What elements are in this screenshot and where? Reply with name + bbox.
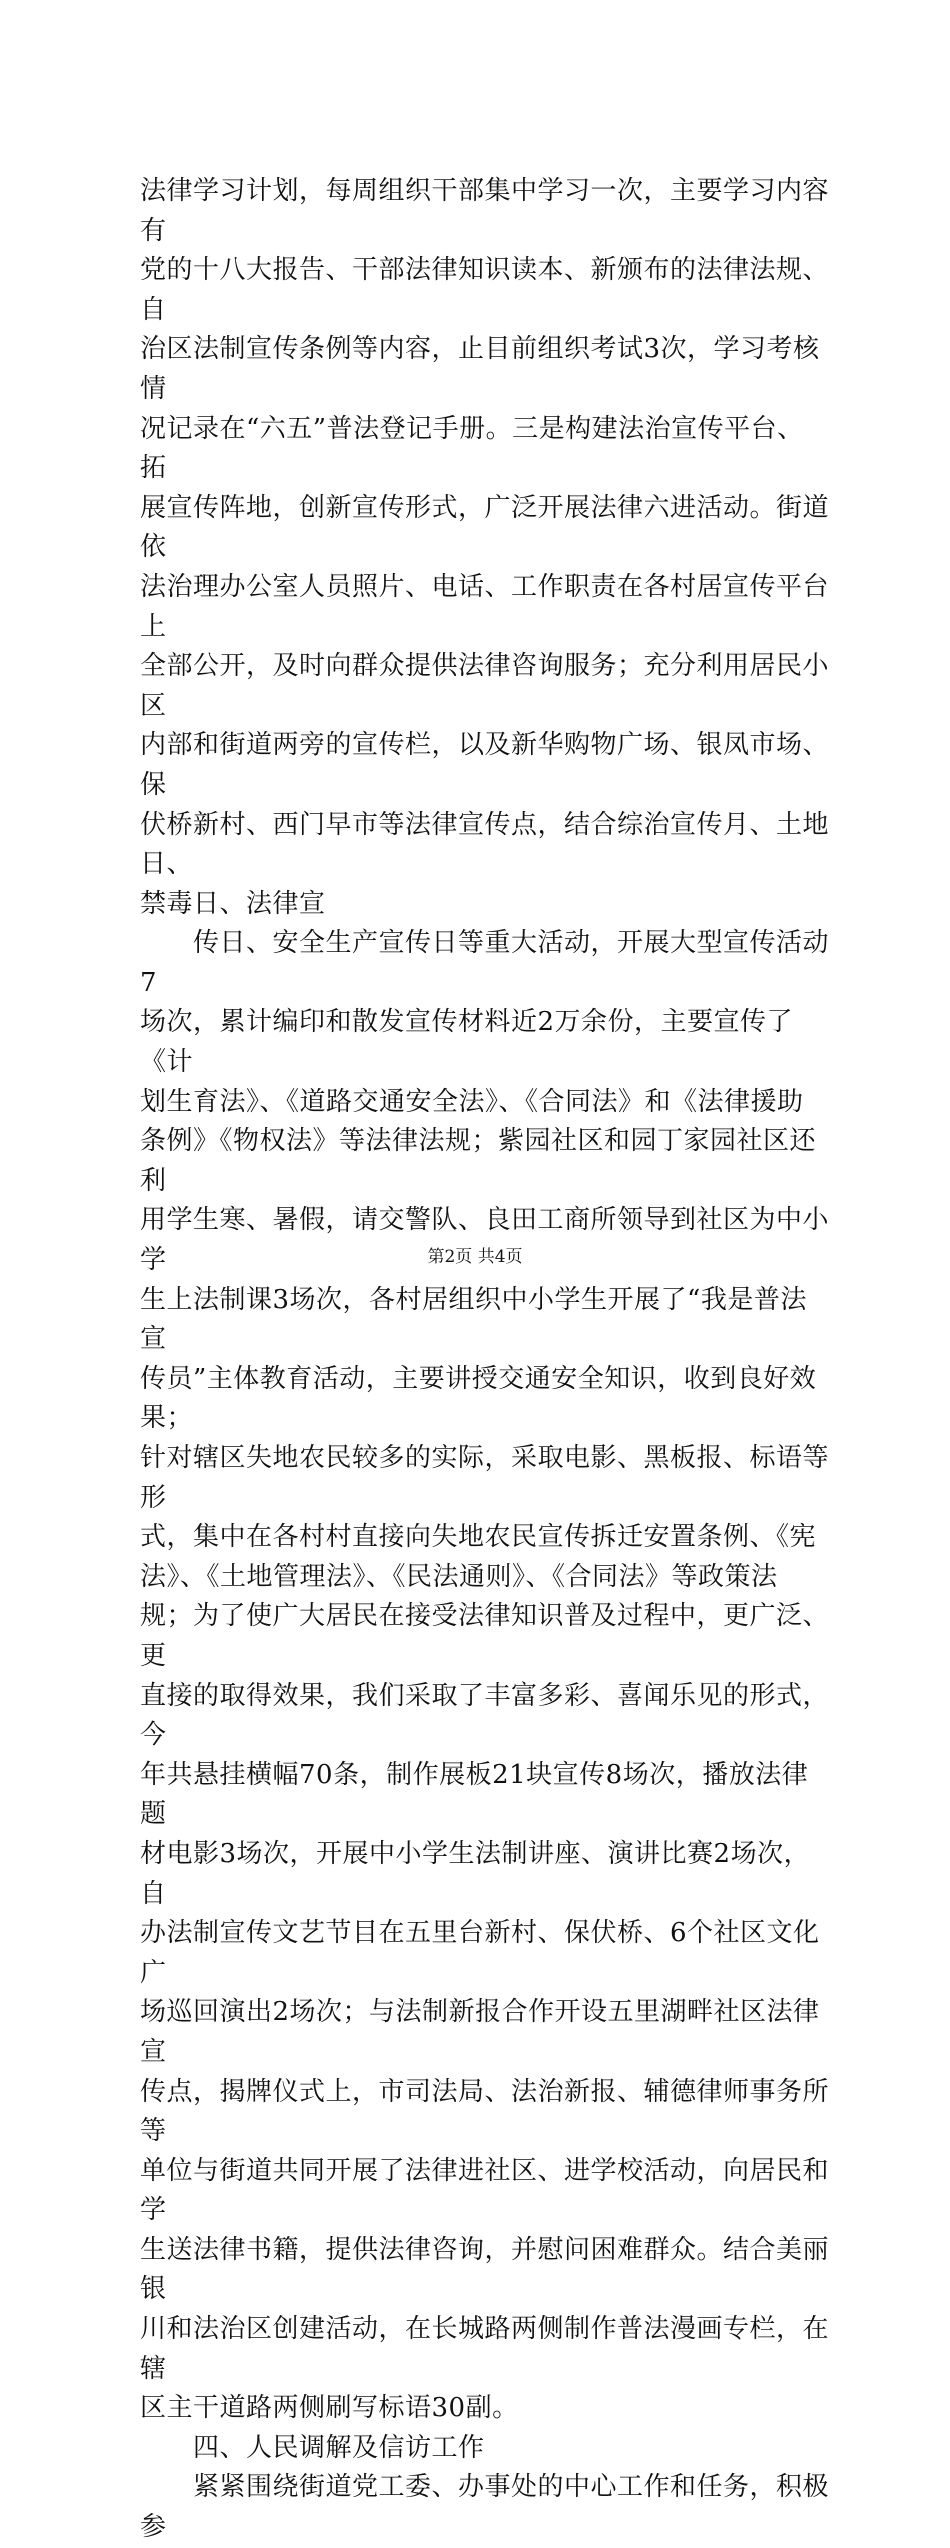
section-heading-mediation: 四、人民调解及信访工作 [140,2432,485,2463]
paragraph-publicity-activities: 传日、安全生产宣传日等重大活动，开展大型宣传活动7 场次，累计编印和散发宣传材料近2万余份，主要宣传了《计 划生育法》、《道路交通安全法》、《合同法》和《法律援助 条例》《物权法》等法律法规；紫园社区和园丁家园社区还利 用学生寒、暑假，请交警队、良田工商所领导到社区为中小学 生上法制课3场次，各村居组织中小学生开展了“我是普法宣 传员”主体教育活动，主要讲授交通安全知识，收到良好效果； 针对辖区失地农民较多的实际，采取电影、黑板报、标语等形 式，集中在各村村直接向失地农民宣传拆迁安置条例、《宪 法》、《土地管理法》、《民法通则》、《合同法》等政策法 规；为了使广大居民在接受法律知识普及过程中，更广泛、更 直接的取得效果，我们采取了丰富多彩、喜闻乐见的形式，今 年共悬挂横幅70条，制作展板21块宣传8场次，播放法律题 材电影3场次，开展中小学生法制讲座、演讲比赛2场次，自 办法制宣传文艺节目在五里台新村、保伏桥、6个社区文化广 场巡回演出2场次；与法制新报合作开设五里湖畔社区法律宣 传点，揭牌仪式上，市司法局、法治新报、辅德律师事务所等 单位与街道共同开展了法律进社区、进学校活动，向居民和学 生送法律书籍，提供法律咨询，并慰问困难群众。结合美丽银 川和法治区创建活动，在长城路两侧制作普法漫画专栏，在辖 区主干道路两侧刷写标语30副。 [140,928,830,2424]
paragraph-mediation-intro: 紧紧围绕街道党工委、办事处的中心工作和任务，积极参 [140,2472,830,2543]
paragraph-legal-study: 法律学习计划，每周组织干部集中学习一次，主要学习内容有 党的十八大报告、干部法律知识读本、新颁布的法律法规、自 治区法制宣传条例等内容，止目前组织考试3次，学习考核情 况记录在“六五”普法登记手册。三是构建法治宣传平台、拓 展宣传阵地，创新宣传形式，广泛开展法律六进活动。街道依 法治理办公室人员照片、电话、工作职责在各村居宣传平台上 全部公开，及时向群众提供法律咨询服务；充分利用居民小区 内部和街道两旁的宣传栏，以及新华购物广场、银凤市场、保 伏桥新村、西门早市等法律宣传点，结合综治宣传月、土地日、 禁毒日、法律宣 [140,176,830,919]
page-number-footer: 第2页 共4页 [427,1247,523,1267]
body-text [140,172,830,2548]
